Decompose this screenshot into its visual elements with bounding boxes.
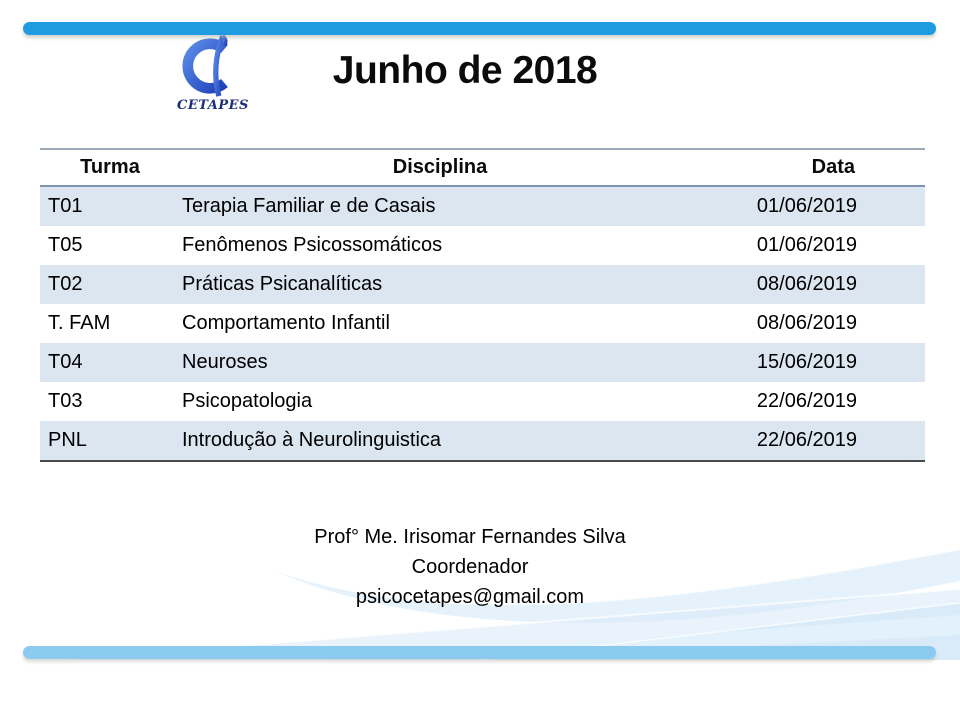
col-header-disciplina: Disciplina bbox=[180, 149, 700, 186]
slide-title: Junho de 2018 bbox=[332, 49, 598, 92]
cell-data: 01/06/2019 bbox=[756, 195, 857, 217]
cell-turma: PNL bbox=[48, 429, 87, 451]
cell-turma: T01 bbox=[48, 195, 83, 217]
cell-turma: T04 bbox=[48, 351, 83, 373]
cell-disciplina: Terapia Familiar e de Casais bbox=[182, 195, 436, 217]
cell-turma: T. FAM bbox=[48, 312, 111, 334]
cell-turma: T03 bbox=[48, 390, 83, 412]
table-row bbox=[40, 382, 925, 421]
table-header-row bbox=[40, 149, 925, 186]
cell-disciplina: Práticas Psicanalíticas bbox=[182, 273, 383, 295]
footer-professor: Prof° Me. Irisomar Fernandes Silva bbox=[314, 526, 626, 548]
cell-turma: T02 bbox=[48, 273, 83, 295]
col-header-turma: Turma bbox=[40, 149, 180, 186]
footer bbox=[0, 522, 940, 612]
cell-data: 08/06/2019 bbox=[756, 312, 857, 334]
schedule-table bbox=[40, 148, 925, 462]
cell-data: 01/06/2019 bbox=[756, 234, 857, 256]
footer-role: Coordenador bbox=[411, 556, 529, 578]
cell-data: 22/06/2019 bbox=[756, 390, 857, 412]
col-header-data: Data bbox=[700, 149, 925, 186]
table-row bbox=[40, 186, 925, 226]
footer-email: psicocetapes@gmail.com bbox=[355, 586, 585, 608]
cell-disciplina: Comportamento Infantil bbox=[182, 312, 390, 334]
table-row bbox=[40, 343, 925, 382]
cell-turma: T05 bbox=[48, 234, 83, 256]
cell-data: 15/06/2019 bbox=[756, 351, 857, 373]
cell-disciplina: Psicopatologia bbox=[182, 390, 313, 412]
top-accent-bar bbox=[23, 22, 936, 35]
bottom-accent-bar bbox=[23, 646, 936, 659]
cell-disciplina: Fenômenos Psicossomáticos bbox=[182, 234, 443, 256]
cell-data: 08/06/2019 bbox=[756, 273, 857, 295]
table-row bbox=[40, 226, 925, 265]
logo-text: CETAPES bbox=[177, 98, 249, 113]
table-row bbox=[40, 304, 925, 343]
cell-disciplina: Neuroses bbox=[182, 351, 268, 373]
cell-disciplina: Introdução à Neurolinguistica bbox=[182, 429, 442, 451]
table-row bbox=[40, 421, 925, 461]
cell-data: 22/06/2019 bbox=[756, 429, 857, 451]
table-row bbox=[40, 265, 925, 304]
